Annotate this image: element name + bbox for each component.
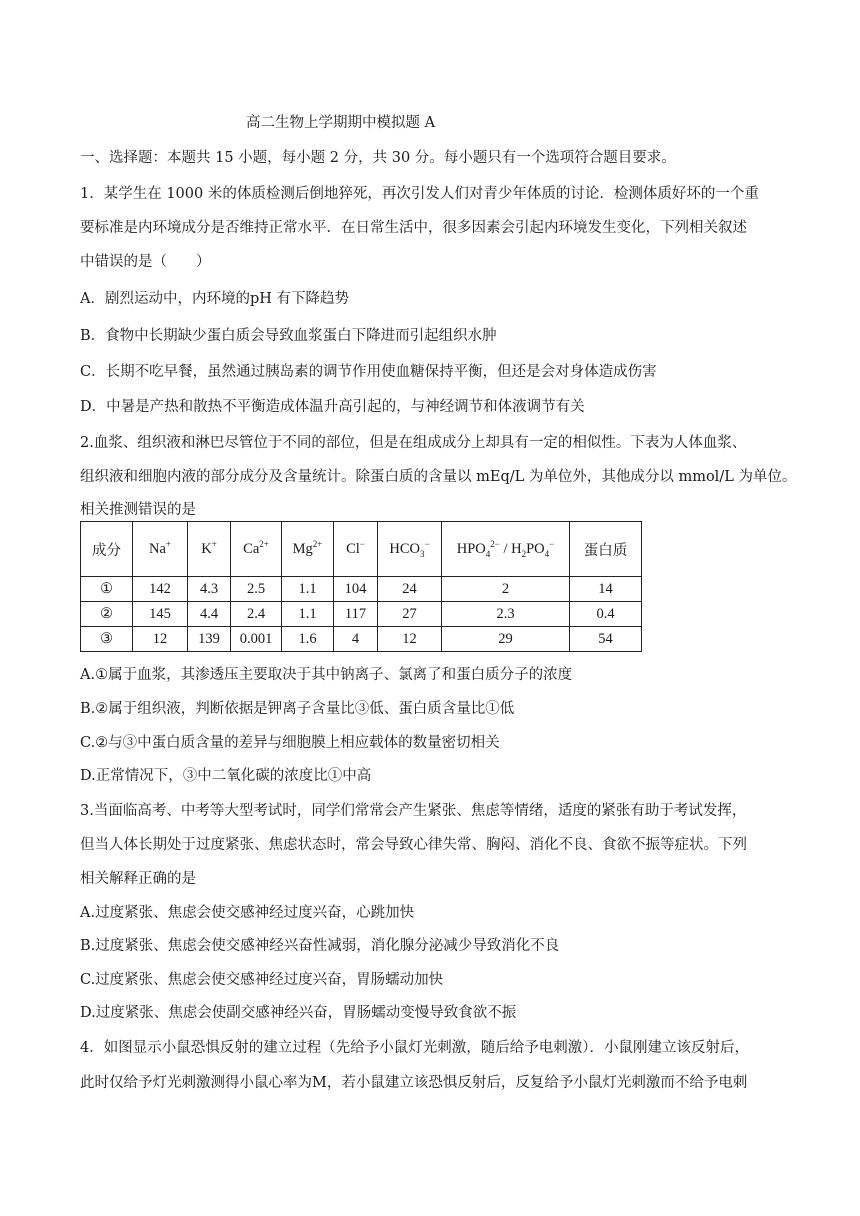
question-1-option-d: D．中暑是产热和散热不平衡造成体温升高引起的，与神经调节和体液调节有关 bbox=[80, 399, 585, 415]
question-1-option-a: A．剧烈运动中，内环境的pH 有下降趋势 bbox=[80, 291, 350, 307]
header-hpo4-h2po4: $HPO_4^{2-} / H_2PO_4^-$ bbox=[442, 522, 570, 577]
question-2-option-d: D.正常情况下，③中二氧化碳的浓度比①中高 bbox=[80, 768, 372, 784]
header-mg: $Mg^{2+}$ bbox=[282, 522, 334, 577]
question-2-option-b: B.②属于组织液，判断依据是钾离子含量比③低、蛋白质含量比①低 bbox=[80, 701, 515, 717]
question-2-stem-line: 2.血浆、组织液和淋巴尽管位于不同的部位，但是在组成成分上却具有一定的相似性。下表为人体血浆、 bbox=[80, 435, 747, 451]
question-1-stem-line: 1．某学生在 1000 米的体质检测后倒地猝死，再次引发人们对青少年体质的讨论．检测体质好坏的一个重 bbox=[80, 186, 759, 202]
question-3-stem-line: 相关解释正确的是 bbox=[80, 871, 196, 887]
page-title: 高二生物上学期期中模拟题 A bbox=[246, 115, 436, 131]
question-4-stem-line: 此时仅给予灯光刺激测得小鼠心率为M，若小鼠建立该恐惧反射后，反复给予小鼠灯光刺激而不给予电刺 bbox=[80, 1075, 748, 1091]
question-1-option-b: B．食物中长期缺少蛋白质会导致血浆蛋白下降进而引起组织水肿 bbox=[80, 328, 497, 344]
table-cell: 12 bbox=[378, 627, 442, 652]
question-3-option-b: B.过度紧张、焦虑会使交感神经兴奋性减弱，消化腺分泌减少导致消化不良 bbox=[80, 938, 560, 954]
header-cl: Cl− bbox=[334, 522, 378, 577]
table-cell: ② bbox=[81, 602, 133, 627]
table-row bbox=[81, 577, 642, 602]
header-na: Na+ bbox=[133, 522, 188, 577]
section-heading: 一、选择题：本题共 15 小题，每小题 2 分，共 30 分。每小题只有一个选项符合题目要求。 bbox=[80, 150, 676, 166]
table-row bbox=[81, 602, 642, 627]
table-cell: 104 bbox=[334, 577, 378, 602]
table-cell: 2.5 bbox=[231, 577, 282, 602]
question-3-option-d: D.过度紧张、焦虑会使副交感神经兴奋，胃肠蠕动变慢导致食欲不振 bbox=[80, 1005, 517, 1021]
question-1-stem-line: 中错误的是（ ） bbox=[80, 254, 211, 270]
header-ca: $Ca^{2+}$ bbox=[231, 522, 282, 577]
question-1-option-c: C．长期不吃早餐，虽然通过胰岛素的调节作用使血糖保持平衡，但还是会对身体造成伤害 bbox=[80, 364, 657, 380]
table-cell: ③ bbox=[81, 627, 133, 652]
table-cell: 2 bbox=[442, 577, 570, 602]
table-cell: ① bbox=[81, 577, 133, 602]
question-3-option-a: A.过度紧张、焦虑会使交感神经过度兴奋，心跳加快 bbox=[80, 905, 415, 921]
question-3-option-c: C.过度紧张、焦虑会使交感神经过度兴奋，胃肠蠕动加快 bbox=[80, 972, 444, 988]
table-cell: 24 bbox=[378, 577, 442, 602]
question-3-stem-line: 3.当面临高考、中考等大型考试时，同学们常常会产生紧张、焦虑等情绪，适度的紧张有助于考试发挥， bbox=[80, 803, 747, 819]
question-4-stem-line: 4．如图显示小鼠恐惧反射的建立过程（先给予小鼠灯光刺激，随后给予电刺激）．小鼠刚建立该反射后， bbox=[80, 1040, 749, 1056]
header-protein: 蛋白质 bbox=[570, 522, 642, 577]
table-cell: 4.3 bbox=[188, 577, 231, 602]
question-2-stem-line: 相关推测错误的是 bbox=[80, 502, 196, 518]
table-cell: 0.001 bbox=[231, 627, 282, 652]
table-cell: 27 bbox=[378, 602, 442, 627]
table-row bbox=[81, 627, 642, 652]
header-component: 成分 bbox=[81, 522, 133, 577]
question-1-stem-line: 要标准是内环境成分是否维持正常水平．在日常生活中，很多因素会引起内环境发生变化，下列相关叙述 bbox=[80, 220, 747, 236]
table-cell: 54 bbox=[570, 627, 642, 652]
table-cell: 2.4 bbox=[231, 602, 282, 627]
table-cell: 4 bbox=[334, 627, 378, 652]
question-2-stem-line: 组织液和细胞内液的部分成分及含量统计。除蛋白质的含量以 mEq/L 为单位外，其他成分以 mmol/L 为单位。 bbox=[80, 469, 797, 485]
table-cell: 29 bbox=[442, 627, 570, 652]
question-2-option-c: C.②与③中蛋白质含量的差异与细胞膜上相应载体的数量密切相关 bbox=[80, 735, 500, 751]
table-header-row bbox=[81, 522, 642, 577]
table-cell: 14 bbox=[570, 577, 642, 602]
table-cell: 0.4 bbox=[570, 602, 642, 627]
table-cell: 4.4 bbox=[188, 602, 231, 627]
question-3-stem-line: 但当人体长期处于过度紧张、焦虑状态时，常会导致心律失常、胸闷、消化不良、食欲不振等症状。下列 bbox=[80, 837, 747, 853]
table-cell: 145 bbox=[133, 602, 188, 627]
table-cell: 12 bbox=[133, 627, 188, 652]
table-cell: 117 bbox=[334, 602, 378, 627]
table-cell: 1.1 bbox=[282, 577, 334, 602]
composition-table bbox=[80, 521, 642, 652]
table-cell: 142 bbox=[133, 577, 188, 602]
table-cell: 2.3 bbox=[442, 602, 570, 627]
table-cell: 1.1 bbox=[282, 602, 334, 627]
table-cell: 139 bbox=[188, 627, 231, 652]
header-k: K+ bbox=[188, 522, 231, 577]
question-2-option-a: A.①属于血浆，其渗透压主要取决于其中钠离子、氯离了和蛋白质分子的浓度 bbox=[80, 667, 573, 683]
table-cell: 1.6 bbox=[282, 627, 334, 652]
header-hco3: $HCO_3^-$ bbox=[378, 522, 442, 577]
